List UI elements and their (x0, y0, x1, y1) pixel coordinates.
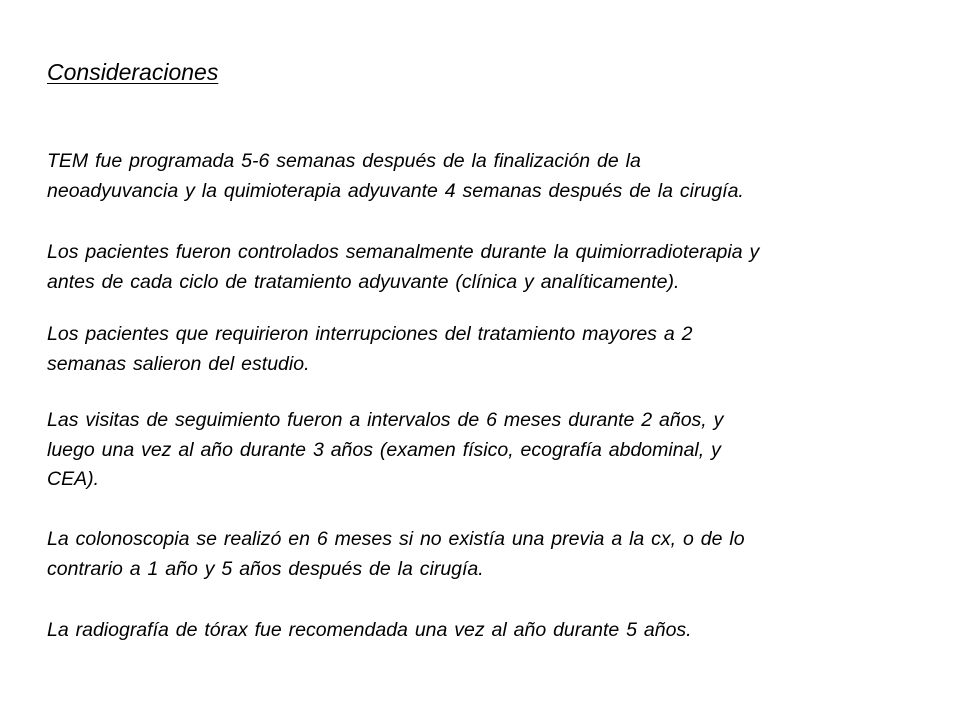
paragraph-colonoscopy (47, 525, 927, 584)
paragraph-line: antes de cada ciclo de tratamiento adyuvante (clínica y analíticamente). (47, 270, 680, 293)
paragraph-line: Las visitas de seguimiento fueron a intervalos de 6 meses durante 2 años, y (47, 409, 724, 431)
paragraph-line: Los pacientes fueron controlados semanalmente durante la quimiorradioterapia y (47, 241, 760, 263)
paragraph-line: semanas salieron del estudio. (47, 352, 310, 375)
slide-title: Consideraciones (47, 59, 219, 85)
paragraph-follow-up-visits (47, 406, 927, 495)
paragraph-line: neoadyuvancia y la quimioterapia adyuvante 4 semanas después de la cirugía. (47, 179, 744, 202)
paragraph-patient-monitoring (47, 238, 927, 297)
paragraph-line: La radiografía de tórax fue recomendada una vez al año durante 5 años. (47, 619, 692, 641)
paragraph-line: CEA). (47, 468, 100, 490)
paragraph-treatment-interruptions (47, 320, 927, 379)
paragraph-line: La colonoscopia se realizó en 6 meses si no existía una previa a la cx, o de lo (47, 528, 745, 550)
paragraph-chest-xray (47, 616, 927, 646)
paragraph-line: luego una vez al año durante 3 años (examen físico, ecografía abdominal, y (47, 438, 721, 461)
paragraph-line: TEM fue programada 5-6 semanas después de la finalización de la (47, 150, 641, 172)
paragraph-line: contrario a 1 año y 5 años después de la cirugía. (47, 557, 484, 580)
paragraph-tem-schedule (47, 147, 927, 206)
paragraph-line: Los pacientes que requirieron interrupciones del tratamiento mayores a 2 (47, 323, 693, 345)
